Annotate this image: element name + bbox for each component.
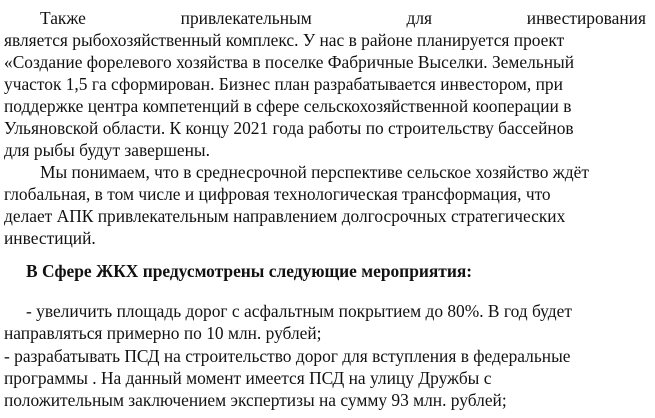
paragraph2-line: Мы понимаем, что в среднесрочной перспективе сельское хозяйство ждёт xyxy=(40,162,589,182)
paragraph1-word: Также xyxy=(40,8,86,28)
paragraph1-line: для рыбы будут завершены. xyxy=(4,140,210,160)
paragraph2-line: глобальная, в том числе и цифровая технологическая трансформация, что xyxy=(4,184,551,204)
paragraph1-line: «Создание форелевого хозяйства в поселке Фабричные Выселки. Земельный xyxy=(4,52,575,72)
paragraph1-line: поддержке центра компетенций в сфере сельскохозяйственной кооперации в xyxy=(4,96,572,116)
paragraph1-line1 xyxy=(40,7,646,29)
list-item1-line: направляться примерно по 10 млн. рублей; xyxy=(4,323,322,343)
paragraph1-word: привлекательным xyxy=(180,8,312,28)
section-heading: В Сфере ЖКХ предусмотрены следующие мероприятия: xyxy=(26,261,473,281)
list-item2-line: - разрабатывать ПСД на строительство дорог для вступления в федеральные xyxy=(4,346,571,366)
list-item1-line: - увеличить площадь дорог с асфальтным покрытием до 80%. В год будет xyxy=(26,301,572,321)
paragraph2-line: инвестиций. xyxy=(4,228,96,248)
paragraph1-word: для xyxy=(406,8,433,28)
paragraph1-line: Ульяновской области. К концу 2021 года работы по строительству бассейнов xyxy=(4,118,574,138)
paragraph1-line: является рыбохозяйственный комплекс. У нас в районе планируется проект xyxy=(4,30,565,50)
paragraph1-line: участок 1,5 га сформирован. Бизнес план разрабатывается инвестором, при xyxy=(4,74,563,94)
paragraph2-line: делает АПК привлекательным направлением долгосрочных стратегических xyxy=(4,206,566,226)
paragraph1-word: инвестирования xyxy=(526,8,646,28)
list-item2-line: положительным заключением экспертизы на сумму 93 млн. рублей; xyxy=(4,390,507,410)
list-item2-line: программы . На данный момент имеется ПСД на улицу Дружбы с xyxy=(4,368,492,388)
